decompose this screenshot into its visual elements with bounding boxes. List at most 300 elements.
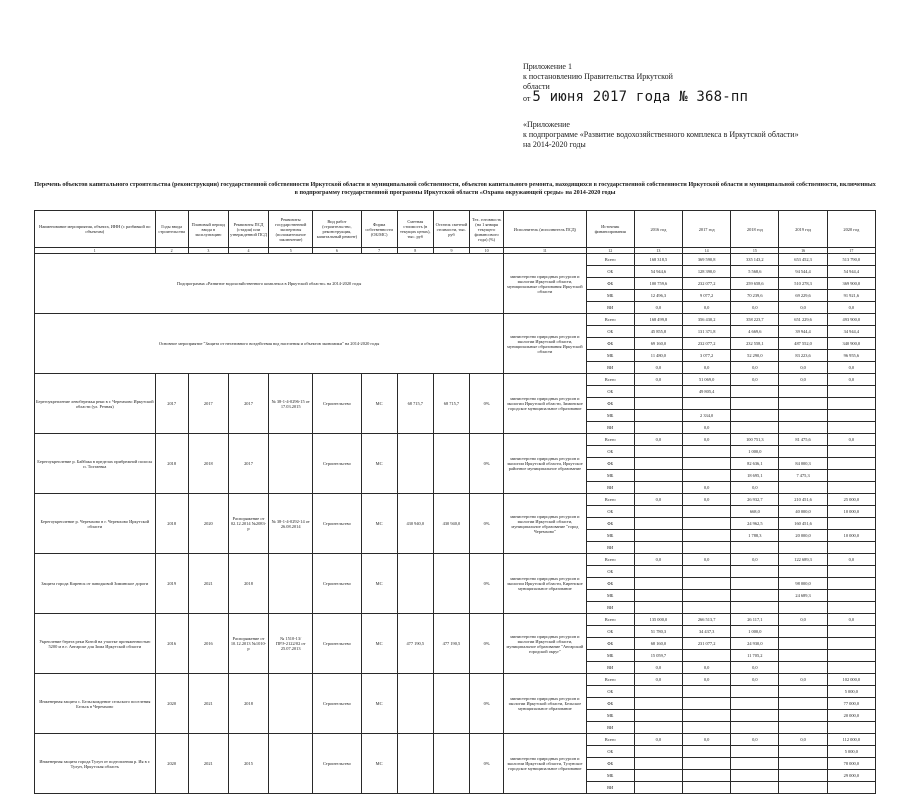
funding-source: ВИ [586,542,634,554]
executor-cell: министерство природных ресурсов и экологии Иркутской области, Киренское муниципальное образование [504,554,586,614]
year-value: 20 000,0 [827,710,875,722]
year-value: 335 143,2 [731,254,779,266]
object-plan-year: 2016 [188,614,228,674]
appendix-line-2: к постановлению Правительства Иркутской [523,72,673,81]
year-value: 0,0 [779,374,827,386]
year-value: 651 229,6 [779,314,827,326]
year-value [779,650,827,662]
year-value: 34 437,3 [683,626,731,638]
year-value [779,626,827,638]
year-value: 122 689,3 [779,554,827,566]
object-name: Берегоукрепление р. Байбака в пределах прибрежной полосы п. Тохтаевка [35,434,156,494]
object-expertise [269,554,313,614]
year-value [634,518,682,530]
section-row [35,314,876,326]
year-value [634,746,682,758]
year-value: 7 475,3 [779,470,827,482]
year-value [634,590,682,602]
column-header: 2020 год [827,211,875,248]
object-expertise: № 38-1-4-0292-14 от 26.08.2014 [269,494,313,554]
year-value [634,758,682,770]
column-number: 11 [504,248,586,254]
year-value [634,506,682,518]
funding-source: Всего [586,614,634,626]
year-value: 0,0 [731,482,779,494]
year-value [683,758,731,770]
year-value [827,446,875,458]
section-title: Подпрограмма «Развитие водохозяйственного комплекса в Иркутской области» на 2014-2020 годы [35,254,504,314]
year-value: 11 480,0 [634,350,682,362]
year-value: 12 496,3 [634,290,682,302]
funding-source: ФБ [586,398,634,410]
year-value [779,446,827,458]
funding-source: ВИ [586,722,634,734]
year-value [779,410,827,422]
year-value: 54 944,6 [634,266,682,278]
year-value: 77 000,0 [827,698,875,710]
year-value: 369 590,8 [683,254,731,266]
funding-source: Всего [586,254,634,266]
column-number: 10 [470,248,504,254]
year-value [827,458,875,470]
year-value: 81 475,6 [779,434,827,446]
date-number: 5 июня 2017 года № 368-пп [532,89,749,105]
year-value: 82 636,1 [731,458,779,470]
year-value: 0,0 [634,374,682,386]
object-row [35,374,876,386]
executor-cell: министерство природных ресурсов и экологии Иркутской области, муниципальные образования Иркутской области [504,254,586,314]
object-remainder: 68 715,7 [433,374,469,434]
year-value [827,470,875,482]
year-value [779,638,827,650]
funding-source: ФБ [586,338,634,350]
object-row [35,614,876,626]
year-value: 0,0 [634,434,682,446]
year-value: 34 944,4 [827,326,875,338]
object-start-year: 2020 [155,734,188,794]
funding-source: МБ [586,290,634,302]
column-header: Вид работ (строительство, реконструкция, капитальный ремонт) [313,211,361,248]
year-value [683,710,731,722]
section-title: Основное мероприятие "Защита от негативного воздействия вод населения и объектов экономики" на 2014-2020 годы [35,314,504,374]
year-value: 0,0 [683,554,731,566]
year-value [779,722,827,734]
year-value: 168 499,8 [634,314,682,326]
year-value: 100 759,6 [634,278,682,290]
column-number: 14 [683,248,731,254]
year-value [779,482,827,494]
object-readiness: 0% [470,614,504,674]
column-header: Годы ввода строительства [155,211,188,248]
year-value [827,626,875,638]
year-value: 131 371,8 [683,326,731,338]
funding-source: ВИ [586,422,634,434]
year-value: 0,0 [731,662,779,674]
year-value [827,782,875,794]
date-prefix: от [523,94,531,103]
object-psd: 2017 [228,434,268,494]
object-readiness: 0% [470,734,504,794]
object-row [35,554,876,566]
table-title: Перечень объектов капитального строительства (реконструкции) государственной собственности Иркутской области и муниципальной собственности, объектов капитального ремонта, находящихся в государственной собственности Иркутской области и муниципальной собственности, включенных в подпрограмму государственной программы Иркутской области «Охрана окружающей среды» на 2014-2020 годы [34,181,876,196]
funding-source: МБ [586,590,634,602]
year-value [779,386,827,398]
object-name: Укрепление берега реки Китой на участке протяженностью 5200 м в г. Ангарске для Зима Иркутской области [35,614,156,674]
funding-source: ВИ [586,302,634,314]
object-cost: 68 715,7 [397,374,433,434]
year-value [827,602,875,614]
year-value: 0,0 [827,374,875,386]
object-remainder [433,554,469,614]
funding-source: ФБ [586,758,634,770]
object-plan-year: 2021 [188,734,228,794]
year-value: 29 000,0 [827,770,875,782]
column-header: Реквизиты государственной экспертизы (положительное заключение) [269,211,313,248]
year-value: 0,0 [683,302,731,314]
object-row [35,434,876,446]
year-value [731,542,779,554]
year-value [683,530,731,542]
year-value: 0,0 [827,362,875,374]
column-number: 13 [634,248,682,254]
year-value [683,578,731,590]
year-value [683,518,731,530]
object-remainder [433,434,469,494]
year-value: 5 568,6 [731,266,779,278]
year-value: 24 689,3 [779,590,827,602]
year-value [634,530,682,542]
year-value [731,686,779,698]
year-value [683,398,731,410]
year-value: 493 900,0 [827,314,875,326]
year-value [634,710,682,722]
column-number: 17 [827,248,875,254]
year-value: 0,0 [731,362,779,374]
column-header: 2018 год [731,211,779,248]
year-value: 356 430,2 [683,314,731,326]
object-name: Берегоукрепление р. Черемхово в г. Черемхово Иркутской области [35,494,156,554]
object-work-type: Строительство [313,374,361,434]
year-value: 0,0 [827,554,875,566]
executor-cell: министерство природных ресурсов и экологии Иркутской области, Зиминское городское муниципальное образование [504,374,586,434]
object-remainder [433,734,469,794]
column-number: 12 [586,248,634,254]
year-value: 1 000,0 [731,446,779,458]
object-name: Защита города Киренск от паводковой Зиминское дороги [35,554,156,614]
object-psd: 2018 [228,554,268,614]
column-number: 16 [779,248,827,254]
year-value: 52 290,0 [731,350,779,362]
year-value [779,770,827,782]
year-value: 510 278,3 [779,278,827,290]
year-value: 0,0 [827,614,875,626]
year-value: 0,0 [683,422,731,434]
year-value [827,662,875,674]
year-value: 0,0 [779,734,827,746]
year-value [731,698,779,710]
funding-source: Всего [586,314,634,326]
year-value [683,698,731,710]
object-psd: Распоряжение от 10.12.2013 №1010-р [228,614,268,674]
year-value: 668,0 [731,506,779,518]
object-plan-year: 2017 [188,374,228,434]
object-start-year: 2018 [155,434,188,494]
object-plan-year: 2018 [188,434,228,494]
funding-source: Всего [586,734,634,746]
year-value: 0,0 [634,554,682,566]
year-value: 96 955,6 [827,350,875,362]
year-value [731,746,779,758]
year-value: 78 000,0 [827,758,875,770]
object-ownership: МС [361,674,397,734]
year-value [731,590,779,602]
object-work-type: Строительство [313,554,361,614]
object-start-year: 2020 [155,674,188,734]
year-value: 91 921,6 [827,290,875,302]
object-name: Инженерная защита города Тулун от подтопления р. Ия в г. Тулун, Иркутская область [35,734,156,794]
year-value [731,602,779,614]
year-value [634,578,682,590]
subprogram-header [523,120,863,150]
column-header: Сметная стоимость (в текущих ценах), тыс. руб [397,211,433,248]
year-value: 168 318,5 [634,254,682,266]
object-psd: 2018 [228,674,268,734]
column-header-row [35,211,876,248]
funding-source: МБ [586,470,634,482]
funding-source: ФБ [586,638,634,650]
year-value [634,446,682,458]
year-value: 0,0 [779,674,827,686]
year-value: 0,0 [683,662,731,674]
year-value: 3 077,2 [683,350,731,362]
year-value [731,398,779,410]
year-value [779,542,827,554]
executor-cell: министерство природных ресурсов и экологии Иркутской области, муниципальные образования Иркутской области [504,314,586,374]
object-plan-year: 2020 [188,494,228,554]
column-number: 7 [361,248,397,254]
column-number: 8 [397,248,433,254]
year-value: 231 077,2 [683,638,731,650]
funding-source: ОБ [586,506,634,518]
year-value [731,566,779,578]
funding-source: ФБ [586,698,634,710]
year-value: 70 239,6 [731,290,779,302]
year-value: 0,0 [827,302,875,314]
year-value [827,590,875,602]
year-value: 51 069,0 [683,374,731,386]
year-value [827,482,875,494]
year-value: 0,0 [731,554,779,566]
year-value: 9 077,2 [683,290,731,302]
funding-source: ФБ [586,458,634,470]
year-value [779,686,827,698]
year-value [683,722,731,734]
year-value: 69 229,6 [779,290,827,302]
year-value [779,782,827,794]
appendix-line-3: области [523,82,550,91]
year-value [827,386,875,398]
year-value: 69 160,0 [634,338,682,350]
year-value [634,566,682,578]
year-value [683,782,731,794]
appendix-line-1: Приложение 1 [523,62,572,71]
year-value: 5 000,0 [827,746,875,758]
year-value [827,638,875,650]
funding-source: ОБ [586,686,634,698]
year-value [634,698,682,710]
column-header: 2019 год [779,211,827,248]
year-value: 0,0 [683,674,731,686]
object-ownership: МС [361,614,397,674]
object-psd: 2015 [228,734,268,794]
year-value [779,758,827,770]
year-value [634,422,682,434]
year-value: 84 000,3 [779,458,827,470]
funding-source: Всего [586,674,634,686]
year-value [731,422,779,434]
year-value: 0,0 [731,674,779,686]
object-work-type: Строительство [313,734,361,794]
year-value [634,770,682,782]
objects-table [34,210,876,794]
year-value: 0,0 [683,482,731,494]
year-value: 232 077,2 [683,278,731,290]
column-header: Исполнитель (исполнитель ПСД) [504,211,586,248]
column-number: 6 [313,248,361,254]
year-value [779,422,827,434]
year-value [683,506,731,518]
appendix-date [523,89,773,105]
funding-source: МБ [586,770,634,782]
year-value: 15 059,7 [634,650,682,662]
year-value [683,650,731,662]
object-psd: 2017 [228,374,268,434]
year-value: 0,0 [731,734,779,746]
year-value: 0,0 [683,362,731,374]
year-value [827,518,875,530]
year-value [634,386,682,398]
funding-source: МБ [586,410,634,422]
object-row [35,674,876,686]
column-header: Форма собственности (ОБ/МС) [361,211,397,248]
executor-cell: министерство природных ресурсов и экологии Иркутской области, муниципальное образование "город Черемхово" [504,494,586,554]
year-value: 0,0 [634,302,682,314]
year-value: 0,0 [634,662,682,674]
year-value: 1 788,3 [731,530,779,542]
year-value: 0,0 [634,674,682,686]
year-value [779,398,827,410]
year-value [634,398,682,410]
year-value [634,482,682,494]
year-value [827,542,875,554]
funding-source: ВИ [586,362,634,374]
funding-source: ОБ [586,566,634,578]
year-value: 340 900,0 [827,338,875,350]
funding-source: МБ [586,650,634,662]
year-value [827,722,875,734]
year-value [683,746,731,758]
object-expertise [269,674,313,734]
year-value [634,458,682,470]
year-value: 112 000,0 [827,734,875,746]
object-plan-year: 2021 [188,554,228,614]
year-value: 51 780,3 [634,626,682,638]
year-value [731,722,779,734]
year-value: 49 805,4 [683,386,731,398]
object-work-type: Строительство [313,674,361,734]
executor-cell: министерство природных ресурсов и экологии Иркутской области, Иркутское районное муниципальное образование [504,434,586,494]
year-value: 24 930,0 [731,638,779,650]
executor-cell: министерство природных ресурсов и экологии Иркутской области, Тулунское городское муниципальное образование [504,734,586,794]
year-value [683,566,731,578]
year-value: 5 000,0 [827,686,875,698]
year-value [683,602,731,614]
year-value: 83 223,6 [779,350,827,362]
year-value [634,782,682,794]
year-value: 4 669,6 [731,326,779,338]
year-value: 369 900,0 [827,278,875,290]
year-value: 26 932,7 [731,494,779,506]
year-value [779,698,827,710]
year-value: 0,0 [779,302,827,314]
object-ownership: МС [361,374,397,434]
funding-source: ОБ [586,266,634,278]
year-value: 232 558,1 [731,338,779,350]
year-value [683,542,731,554]
year-value [634,542,682,554]
object-start-year: 2017 [155,374,188,434]
year-value [827,398,875,410]
year-value: 0,0 [634,362,682,374]
funding-source: ОБ [586,386,634,398]
object-readiness: 0% [470,434,504,494]
column-number: 15 [731,248,779,254]
year-value: 653 452,3 [779,254,827,266]
year-value [827,566,875,578]
year-value [731,770,779,782]
year-value: 0,0 [731,302,779,314]
year-value: 98 000,0 [779,578,827,590]
object-name: Инженерная защита с. Бельскождение сельского поселения Бельск в Черемхово [35,674,156,734]
year-value: 0,0 [683,434,731,446]
column-number: 5 [269,248,313,254]
column-number: 1 [35,248,156,254]
year-value: 0,0 [779,614,827,626]
object-readiness: 0% [470,674,504,734]
column-header: 2017 год [683,211,731,248]
funding-source: ВИ [586,662,634,674]
year-value: 94 544,4 [779,266,827,278]
object-cost [397,554,433,614]
column-header: Наименование мероприятия, объекта, ИНН (с разбивкой по объектам) [35,211,156,248]
year-value [683,770,731,782]
object-row [35,494,876,506]
object-expertise: № 1510-13/ПРЭ-2122/02 от 25.07.2013 [269,614,313,674]
year-value: 487 552,0 [779,338,827,350]
object-remainder [433,674,469,734]
year-value [827,422,875,434]
column-header: 2016 год [634,211,682,248]
funding-source: ВИ [586,782,634,794]
object-cost [397,734,433,794]
year-value: 54 944,4 [827,266,875,278]
object-ownership: МС [361,494,397,554]
funding-source: ФБ [586,278,634,290]
object-work-type: Строительство [313,614,361,674]
year-value [779,746,827,758]
column-number: 4 [228,248,268,254]
year-value: 160 451,6 [779,518,827,530]
